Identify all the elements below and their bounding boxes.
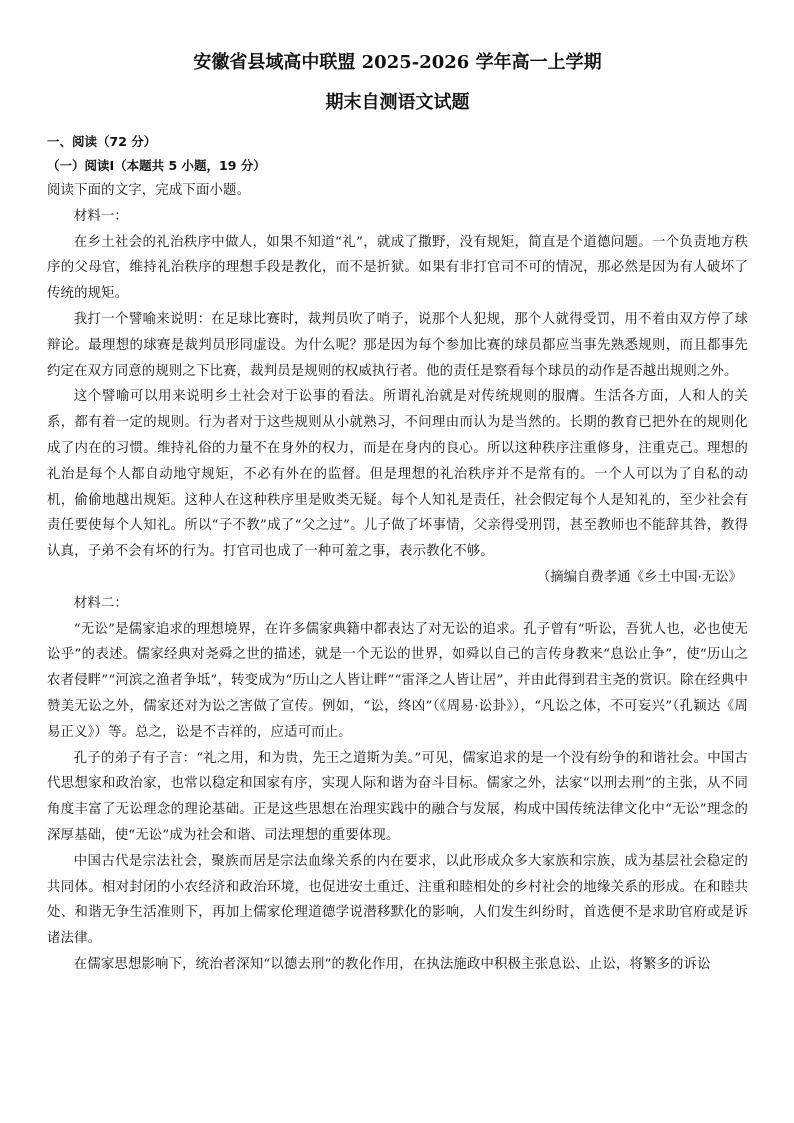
- material2-paragraph-4: 在儒家思想影响下，统治者深知“以德去刑”的教化作用，在执法施政中积极主张息讼、止讼，将繁多的诉讼: [73, 956, 711, 972]
- material2-label: 材料二：: [73, 595, 128, 611]
- document-title-line2: 期末自测语文试题: [325, 92, 470, 113]
- material2-paragraph-2: 孔子的弟子有子言：“礼之用，和为贵，先王之道斯为美。”可见，儒家追求的是一个没有纷争的和谐社会。中国古代思想家和政治家，也常以稳定和国家有序，实现人际和谐为奋斗目标。儒家之外，法家“以刑去刑”的主张，从不同角度丰富了无讼理念的理论基础。正是这些思想在治理实践中的融合与发展，构成中国传统法律文化中“无讼”理念的深厚基础，使“无讼”成为社会和谐、司法理想的重要体现。: [47, 750, 748, 843]
- material2-paragraph-3: 中国古代是宗法社会，聚族而居是宗法血缘关系的内在要求，以此形成众多大家族和宗族，成为基层社会稳定的共同体。相对封闭的小农经济和政治环境，也促进安土重迁、注重和睦相处的乡村社会的地缘关系的形成。在和睦共处、和谐无争生活准则下，再加上儒家伦理道德学说潜移默化的影响，人们发生纠纷时，首选便不是求助官府或是诉诸法律。: [47, 853, 748, 947]
- instruction-text: 阅读下面的文字，完成下面小题。: [47, 183, 251, 198]
- section-heading: 一、阅读（72 分）: [47, 134, 157, 149]
- material1-paragraph-1: 在乡土社会的礼治秩序中做人，如果不知道“礼”，就成了撒野，没有规矩，简直是个道德问题。一个负责地方秩序的父母官，维持礼治秩序的理想手段是教化，而不是折狱。如果有非打官司不可的情况，那必然是因为有人破坏了传统的规矩。: [47, 234, 748, 302]
- material1-source: （摘编自费孝通《乡土中国·无讼》: [536, 569, 742, 585]
- material1-paragraph-2: 我打一个譬喻来说明：在足球比赛时，裁判员吹了哨子，说那个人犯规，那个人就得受罚，用不着由双方停了球辩论。最理想的球赛是裁判员形同虚设。为什么呢？那是因为每个参加比赛的球员都应当事先熟悉规则，而且都事先约定在双方同意的规则之下比赛，裁判员是规则的权威执行者。他的责任是察看每个球员的动作是否越出规则之外。: [47, 311, 748, 379]
- material2-paragraph-1: “无讼”是儒家追求的理想境界，在许多儒家典籍中都表达了对无讼的追求。孔子曾有“听讼，吾犹人也，必也使无讼乎”的表述。儒家经典对尧舜之世的描述，就是一个无讼的世界，如舜以自己的言传身教来“息讼止争”，使“历山之农者侵畔”“河滨之渔者争坻”，转变成为“历山之人皆让畔”“雷泽之人皆让居”，并由此得到君主尧的赏识。除在经典中赞美无讼之外，儒家还对为讼之害做了宣传。例如，“讼，终凶”（《周易·讼卦》），“凡讼之体，不可妄兴”（孔颖达《周易正义》）等。总之，讼是不吉祥的，应适可而止。: [47, 621, 748, 740]
- material1-paragraph-3: 这个譬喻可以用来说明乡土社会对于讼事的看法。所谓礼治就是对传统规则的服膺。生活各方面，人和人的关系，都有着一定的规则。行为者对于这些规则从小就熟习，不问理由而认为是当然的。长期的教育已把外在的规则化成了内在的习惯。维持礼俗的力量不在身外的权力，而是在身内的良心。所以这种秩序注重修身，注重克己。理想的礼治是每个人都自动地守规矩，不必有外在的监督。但是理想的礼治秩序并不是常有的。一个人可以为了自私的动机，偷偷地越出规矩。这种人在这种秩序里是败类无疑。每个人知礼是责任，社会假定每个人是知礼的，至少社会有责任要使每个人知礼。所以“子不教”成了“父之过”。儿子做了坏事情，父亲得受刑罚，甚至教师也不能辞其咎，教得认真，子弟不会有坏的行为。打官司也成了一种可羞之事，表示教化不够。: [47, 389, 748, 560]
- document-title-line1: 安徽省县域高中联盟 2025-2026 学年高一上学期: [193, 52, 602, 73]
- material1-label: 材料一：: [73, 208, 128, 224]
- subsection-heading: （一）阅读Ⅰ（本题共 5 小题，19 分）: [47, 158, 266, 173]
